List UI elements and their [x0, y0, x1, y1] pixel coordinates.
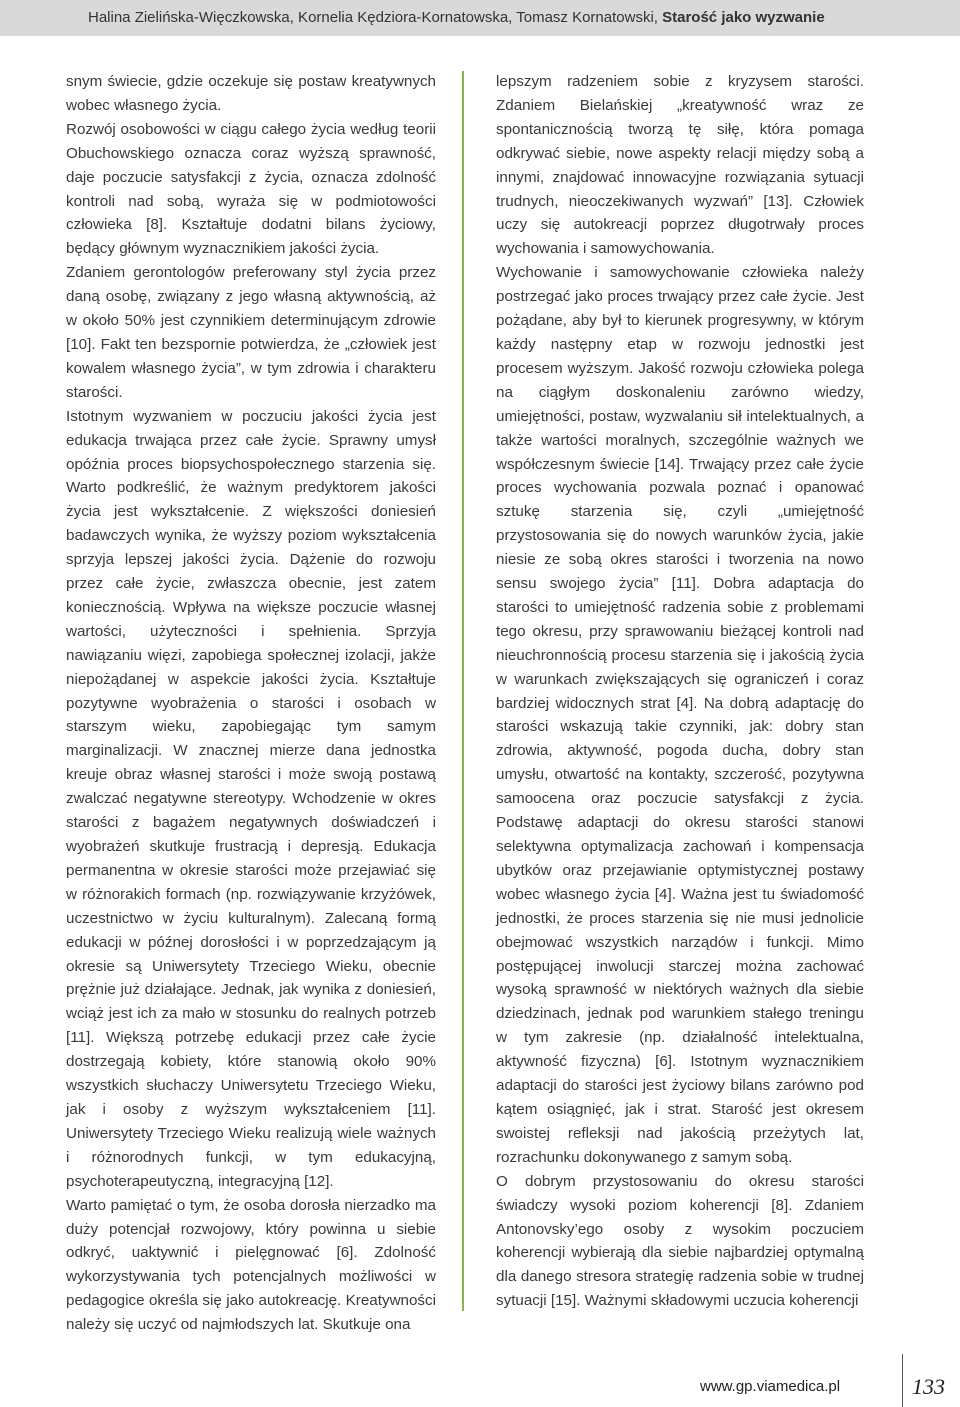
- left-column: [66, 70, 436, 1337]
- paragraph: Warto pamiętać o tym, że osoba dorosła nierzadko ma duży potencjał rozwojowy, który powinna u siebie odkryć, uaktywnić i pielęgnować [6]. Zdolność wykorzystywania tych potencjalnych możliwości w pedagogice określa się jako autokreację. Kreatywności należy się uczyć od najmłodszych lat. Skutkuje ona: [66, 1196, 436, 1334]
- header-authors: Halina Zielińska-Więczkowska, Kornelia Kędziora-Kornatowska, Tomasz Kornatowski,: [88, 9, 663, 26]
- paragraph: snym świecie, gdzie oczekuje się postaw kreatywnych wobec własnego życia.: [66, 73, 436, 114]
- column-divider: [462, 71, 464, 1311]
- running-header: [0, 0, 960, 36]
- right-column: [496, 70, 864, 1313]
- paragraph: lepszym radzeniem sobie z kryzysem starości. Zdaniem Bielańskiej „kreatywność wraz ze spontanicznością tworzą tę siłę, która pomaga odkrywać siebie, nowe aspekty relacji między sobą a innymi, znajdować innowacyjne rozwiązania sytuacji trudnych, nieoczekiwanych wyzwań” [13]. Człowiek uczy się autokreacji poprzez długotrwały proces wychowania i samowychowania.: [496, 73, 864, 258]
- page-number: 133: [912, 1374, 945, 1399]
- paragraph: Zdaniem gerontologów preferowany styl życia przez daną osobę, związany z jego własną aktywnością, aż w około 50% jest czynnikiem determinującym zdrowie [10]. Fakt ten bezspornie potwierdza, że „człowiek jest kowalem własnego życia”, w tym zdrowia i charakteru starości.: [66, 264, 436, 401]
- header-text: [88, 9, 825, 26]
- paragraph: Istotnym wyzwaniem w poczuciu jakości życia jest edukacja trwająca przez całe życie. Sprawny umysł opóźnia proces biopsychospołecznego starzenia się. Warto podkreślić, że ważnym predyktorem jakości życia jest wykształcenie. Z większości doniesień badawczych wynika, że wyższy poziom wykształcenia sprzyja lepszej jakości życia. Dążenie do rozwoju przez całe życie, zwłaszcza obecnie, jest zatem koniecznością. Wpływa na większe poczucie własnej wartości, użyteczności i spełnienia. Sprzyja nawiązaniu więzi, zapobiega społecznej izolacji, jakże niepożądanej w aspekcie jakości życia. Kształtuje pozytywne wyobrażenia o starości i osobach w starszym wieku, zapobiegając tym samym marginalizacji. W znacznej mierze dana jednostka kreuje obraz własnej starości i może swoją postawą zwalczać negatywne stereotypy. Wchodzenie w okres starości z bagażem negatywnych doświadczeń i wyobrażeń skutkuje frustracją i depresją. Edukacja permanentna w okresie starości może przejawiać się w różnorakich formach (np. rozwiązywanie krzyżówek, uczestnictwo w życiu kulturalnym). Zalecaną formą edukacji w późnej dorosłości i w poprzedzającym ją okresie są Uniwersytety Trzeciego Wieku, obecnie prężnie już działające. Jednak, jak wynika z doniesień, wciąż jest ich za mało w stosunku do realnych potrzeb [11]. Większą potrzebę edukacji przez całe życie dostrzegają kobiety, które stanowią około 90% wszystkich słuchaczy Uniwersytetu Trzeciego Wieku, jak i osoby z wyższym wykształceniem [11]. Uniwersytety Trzeciego Wieku realizują wiele ważnych i różnorodnych funkcji, w tym edukacyjną, psychoterapeutyczną, integracyjną [12].: [66, 407, 436, 1190]
- footer-url: www.gp.viamedica.pl: [700, 1378, 841, 1395]
- paragraph: Rozwój osobowości w ciągu całego życia według teorii Obuchowskiego oznacza coraz wyższą sprawność, daje poczucie satysfakcji z życia, oznacza zdolność kontroli nad sobą, wyraża się w podmiotowości człowieka [8]. Kształtuje dodatni bilans życiowy, będący głównym wyznacznikiem jakości życia.: [66, 120, 436, 258]
- header-title: Starość jako wyzwanie: [662, 9, 825, 26]
- paragraph: Wychowanie i samowychowanie człowieka należy postrzegać jako proces trwający przez całe życie. Jest pożądane, aby był to kierunek progresywny, w którym każdy następny etap w rozwoju jednostki jest procesem wyższym. Jakość rozwoju człowieka polega na ciągłym doskonaleniu zarówno wiedzy, umiejętności, postaw, wyzwalaniu sił intelektualnych, a także wartości moralnych, szczególnie ważnych we współczesnym świecie [14]. Trwający przez całe życie proces wychowania pozwala poznać i opanować sztukę starzenia się, czyli „umiejętność przystosowania się do nowych warunków życia, jakie niesie ze sobą okres starości i tworzenia na nowo sensu swojego życia” [11]. Dobra adaptacja do starości to umiejętność radzenia sobie z problemami tego okresu, przy sprawowaniu bieżącej kontroli nad nieuchronnością procesu starzenia się i jakością życia w warunkach zwiększających się ograniczeń i coraz bardziej widocznych strat [4]. Na dobrą adaptację do starości wskazują takie czynniki, jak: dobry stan zdrowia, aktywność, pogoda ducha, dobry stan umysłu, otwartość na kontakty, szczerość, pozytywna samoocena oraz poczucie satysfakcji z życia. Podstawę adaptacji do okresu starości stanowi selektywna optymalizacja zachowań i kompensacja ubytków oraz przejawianie optymistycznej postawy wobec własnego życia [4]. Ważna jest tu świadomość jednostki, że proces starzenia się nie musi jednolicie obejmować wszystkich narządów i funkcji. Mimo postępującej inwolucji starczej można zachować wysoką sprawność w niektórych ważnych dla siebie dziedzinach, jednak pod warunkiem stałego treningu w tym zakresie (np. działalność intelektualna, aktywność fizyczna) [6]. Istotnym wyznacznikiem adaptacji do starości jest życiowy bilans zarówno pod kątem osiągnięć, jak i strat. Starość jest okresem swoistej refleksji nad jakością przeżytych lat, rozrachunku dokonywanego z samym sobą.: [496, 264, 864, 1166]
- paragraph: O dobrym przystosowaniu do okresu starości świadczy wysoki poziom koherencji [8]. Zdaniem Antonovsky’ego osoby z wysokim poczuciem koherencji wybierają dla siebie najbardziej optymalną dla danego stresora strategię radzenia sobie w trudnej sytuacji [15]. Ważnymi składowymi uczucia koherencji: [496, 1172, 864, 1310]
- footer-divider: [902, 1354, 903, 1407]
